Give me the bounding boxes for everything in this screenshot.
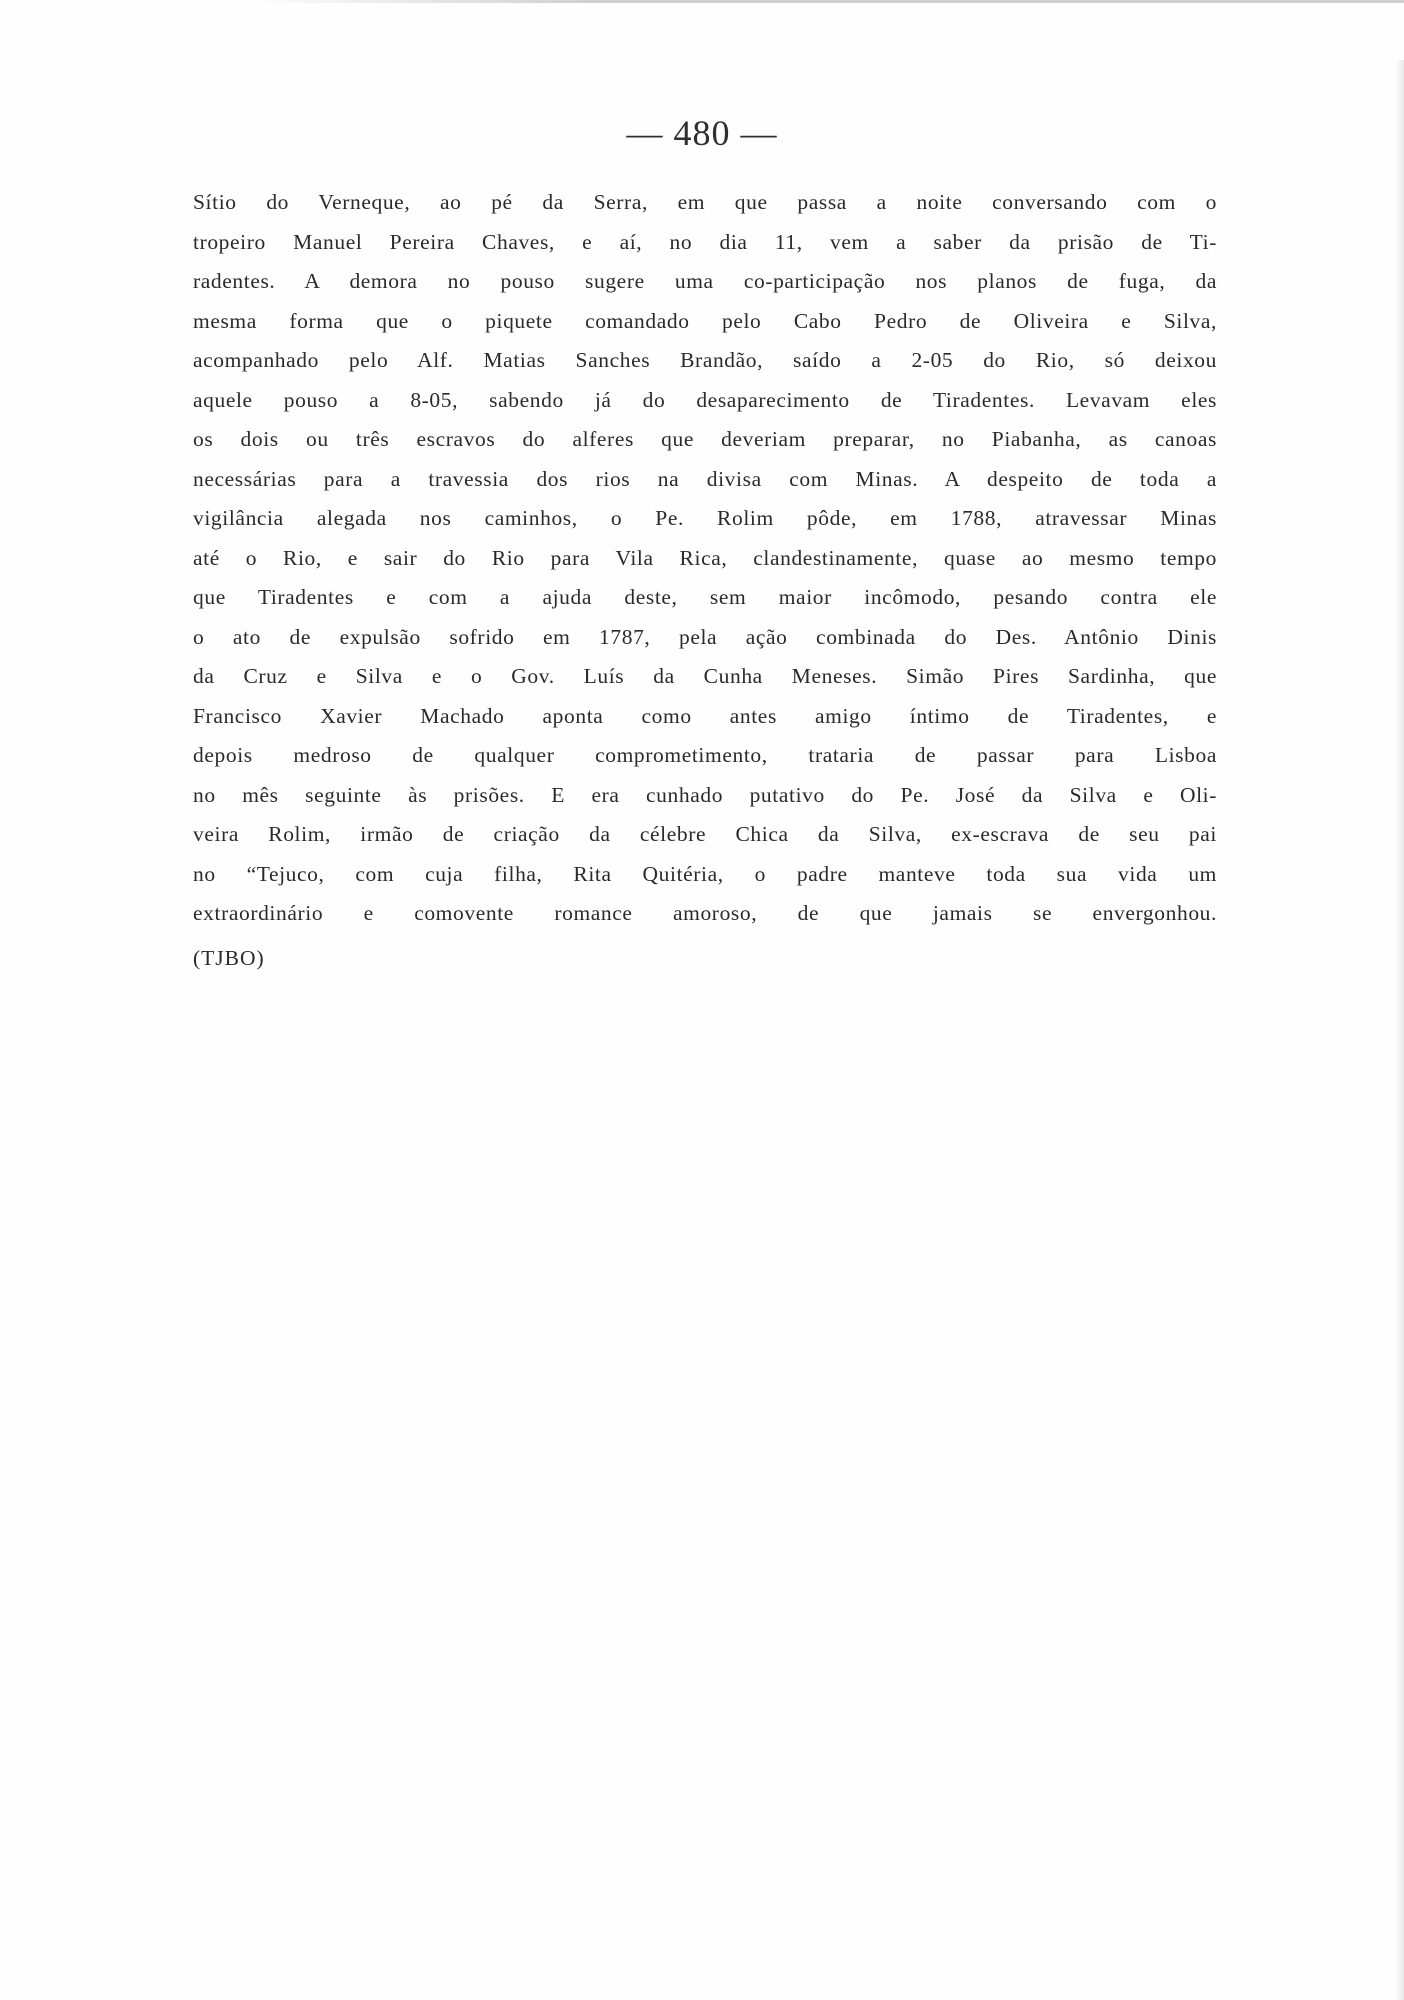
text-line: até o Rio, e sair do Rio para Vila Rica, clandestinamente, quase ao mesmo tempo [193,545,1217,570]
author-signature: (TJBO) [193,946,265,970]
text-line: tropeiro Manuel Pereira Chaves, e aí, no dia 11, vem a saber da prisão de Ti- [193,229,1217,254]
text-line: Francisco Xavier Machado aponta como antes amigo íntimo de Tiradentes, e [193,703,1217,728]
text-line: extraordinário e comovente romance amoroso, de que jamais se envergonhou. [193,901,1217,925]
text-line: depois medroso de qualquer comprometimento, trataria de passar para Lisboa [193,743,1217,767]
text-line: acompanhado pelo Alf. Matias Sanches Brandão, saído a 2-05 do Rio, só deixou [193,348,1217,372]
text-line: necessárias para a travessia dos rios na divisa com Minas. A despeito de toda a [193,466,1217,491]
text-line: mesma forma que o piquete comandado pelo Cabo Pedro de Oliveira e Silva, [193,308,1217,333]
text-line: aquele pouso a 8-05, sabendo já do desaparecimento de Tiradentes. Levavam eles [193,387,1217,412]
scan-right-edge [1396,60,1404,2000]
text-line: no mês seguinte às prisões. E era cunhado putativo do Pe. José da Silva e Oli- [193,782,1217,807]
text-line: da Cruz e Silva e o Gov. Luís da Cunha Meneses. Simão Pires Sardinha, que [193,664,1217,688]
text-line: no “Tejuco, com cuja filha, Rita Quitéria, o padre manteve toda sua vida um [193,861,1217,886]
page-number: — 480 — [626,113,778,153]
text-line: o ato de expulsão sofrido em 1787, pela ação combinada do Des. Antônio Dinis [193,624,1217,649]
text-line: vigilância alegada nos caminhos, o Pe. Rolim pôde, em 1788, atravessar Minas [193,506,1217,530]
text-line: radentes. A demora no pouso sugere uma co-participação nos planos de fuga, da [193,269,1217,293]
body-paragraph [193,183,1217,934]
text-line: Sítio do Verneque, ao pé da Serra, em que passa a noite conversando com o [193,190,1217,214]
text-line: veira Rolim, irmão de criação da célebre Chica da Silva, ex-escrava de seu pai [193,822,1217,846]
text-line: que Tiradentes e com a ajuda deste, sem maior incômodo, pesando contra ele [193,585,1217,609]
scan-top-edge [250,0,1404,3]
text-line: os dois ou três escravos do alferes que deveriam preparar, no Piabanha, as canoas [193,427,1217,451]
